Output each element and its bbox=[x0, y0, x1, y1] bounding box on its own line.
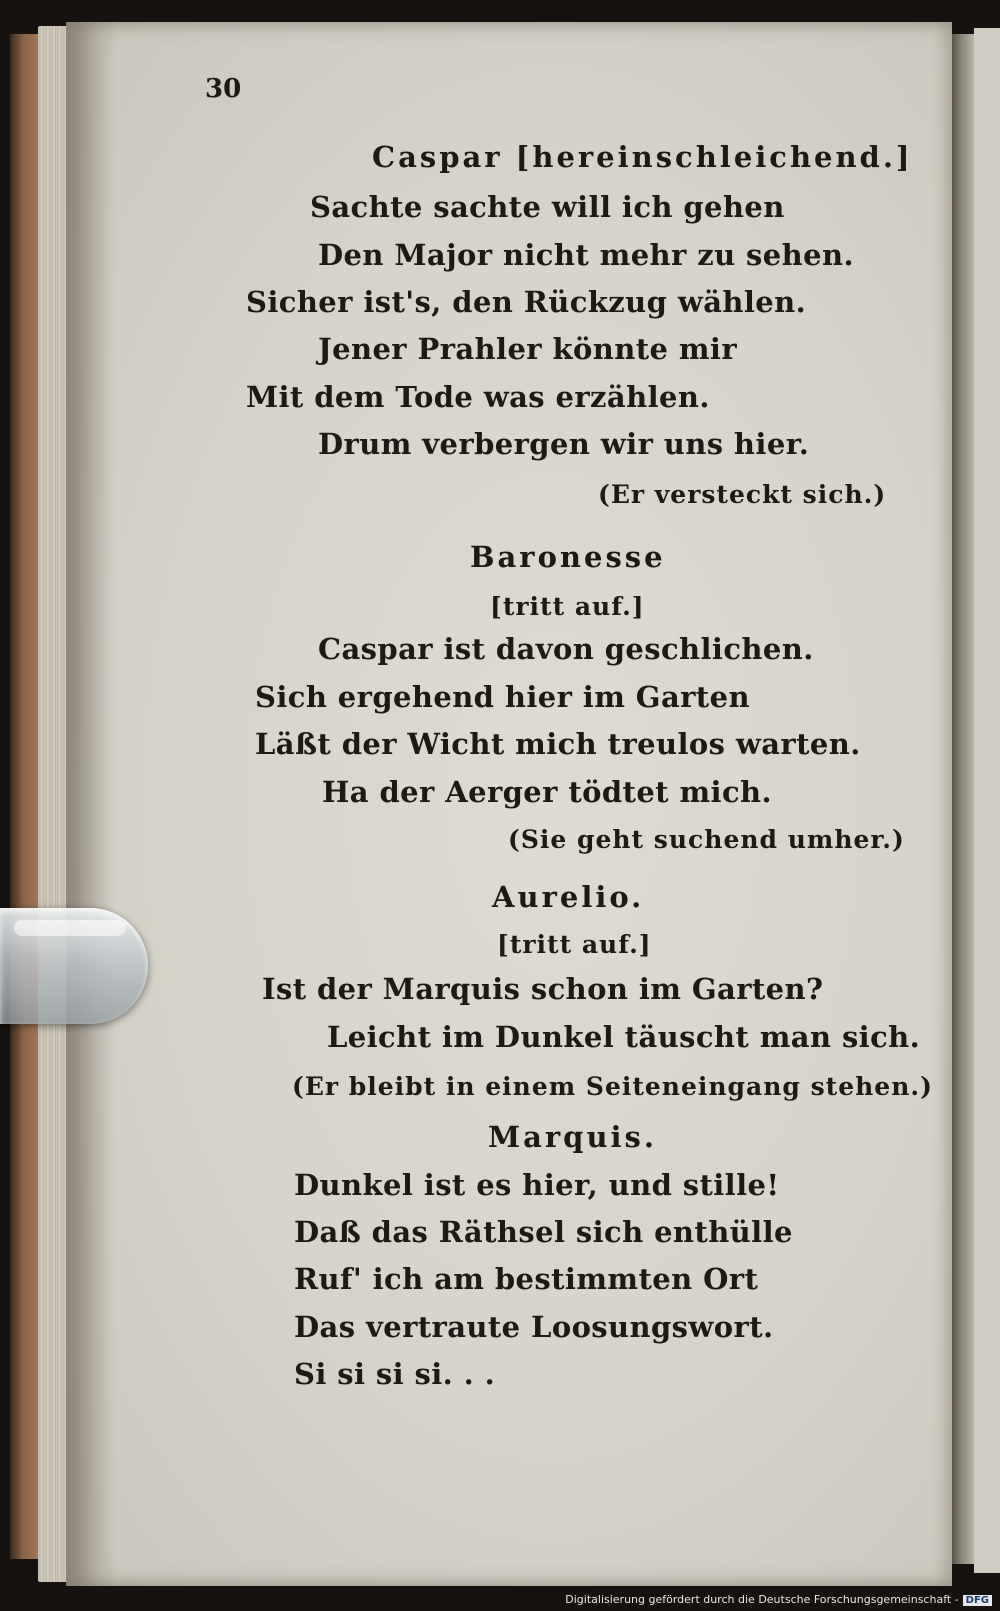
verse-line: Leicht im Dunkel täuscht man sich. bbox=[327, 1020, 921, 1054]
verse-line: Das vertraute Loosungswort. bbox=[294, 1310, 774, 1344]
verse-line: Mit dem Tode was erzählen. bbox=[246, 380, 710, 414]
verse-line: Den Major nicht mehr zu sehen. bbox=[318, 238, 854, 272]
verse-line: Si si si si. . . bbox=[294, 1357, 496, 1391]
credit-text: Digitalisierung gefördert durch die Deutsche Forschungsgemeinschaft - bbox=[565, 1593, 959, 1606]
speaker-marquis: Marquis. bbox=[488, 1120, 657, 1154]
digitization-credit bbox=[565, 1593, 992, 1606]
verse-line: Caspar ist davon geschlichen. bbox=[318, 632, 814, 666]
page-number: 30 bbox=[205, 74, 242, 104]
stage-direction: [tritt auf.] bbox=[490, 592, 645, 621]
verse-line: Ha der Aerger tödtet mich. bbox=[322, 775, 773, 809]
verse-line: Sachte sachte will ich gehen bbox=[310, 190, 785, 224]
verse-line: Jener Prahler könnte mir bbox=[318, 332, 738, 366]
speaker-aurelio: Aurelio. bbox=[492, 880, 645, 914]
verse-line: Daß das Räthsel sich enthülle bbox=[294, 1215, 793, 1249]
stage-direction: (Er versteckt sich.) bbox=[598, 480, 887, 509]
glass-page-clip bbox=[0, 908, 148, 1024]
verse-line: Ist der Marquis schon im Garten? bbox=[262, 972, 824, 1006]
verse-line: Ruf' ich am bestimmten Ort bbox=[294, 1262, 759, 1296]
stage-direction: (Sie geht suchend umher.) bbox=[508, 825, 905, 854]
verse-line: Sich ergehend hier im Garten bbox=[255, 680, 750, 714]
speaker-baronesse: Baronesse bbox=[470, 540, 666, 574]
verse-line: Drum verbergen wir uns hier. bbox=[318, 427, 810, 461]
verse-line: Läßt der Wicht mich treulos warten. bbox=[255, 727, 861, 761]
stage-direction: [tritt auf.] bbox=[497, 930, 652, 959]
dfg-logo: DFG bbox=[963, 1595, 992, 1606]
stage-direction: (Er bleibt in einem Seiteneingang stehen.) bbox=[292, 1072, 933, 1101]
verse-line: Sicher ist's, den Rückzug wählen. bbox=[246, 285, 807, 319]
verse-line: Dunkel ist es hier, und stille! bbox=[294, 1168, 780, 1202]
speaker-caspar: Caspar [hereinschleichend.] bbox=[372, 140, 913, 174]
